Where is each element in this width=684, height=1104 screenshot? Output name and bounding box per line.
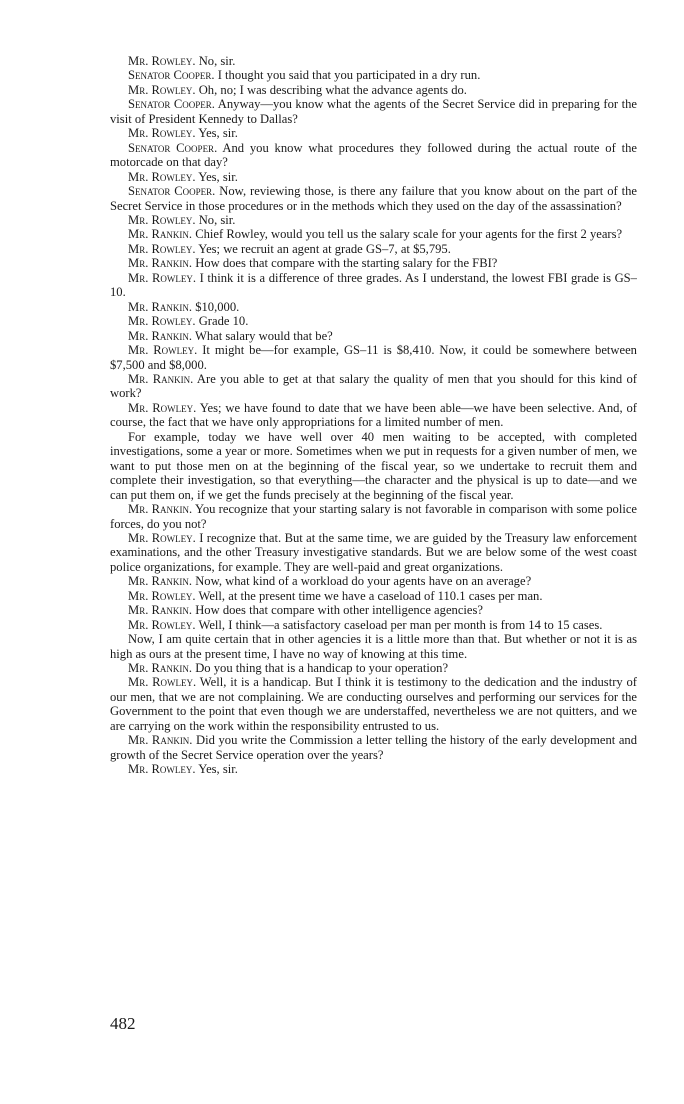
paragraph-text: And you know what procedures they followed during the actual route of the motorcade on that day? (110, 140, 637, 170)
testimony-paragraph (110, 184, 637, 213)
paragraph-text: Well, I think—a satisfactory caseload per man per month is from 14 to 15 cases. (198, 617, 603, 632)
speaker-name: Mr. Rowley. (128, 270, 196, 285)
speaker-name: Mr. Rankin. (128, 603, 193, 618)
speaker-name: Mr. Rowley. (128, 762, 196, 777)
speaker-name: Mr. Rowley. (128, 54, 196, 68)
testimony-paragraph (110, 170, 637, 184)
testimony-paragraph (110, 68, 637, 82)
paragraph-text: Now, I am quite certain that in other agencies it is a little more than that. But whether or not it is as high as ours at the present time, I have no way of knowing at this time. (110, 632, 637, 661)
testimony-paragraph (110, 675, 637, 733)
speaker-name: Mr. Rankin. (128, 256, 193, 271)
testimony-paragraph (110, 372, 637, 401)
paragraph-text: Well, it is a handicap. But I think it is testimony to the dedication and the industry of our men, that we are not complaining. We are conducting ourselves and performing our services for the Government to the point that even though we are understaffed, nevertheless we are not quitters, and we are carrying on the work within the responsibility entrusted to us. (110, 675, 637, 733)
page-number: 482 (110, 1014, 136, 1033)
speaker-name: Mr. Rowley. (128, 241, 196, 256)
paragraph-text: Yes, sir. (198, 169, 238, 184)
speaker-name: Mr. Rankin. (128, 371, 194, 386)
paragraph-text: How does that compare with other intelligence agencies? (195, 603, 484, 618)
speaker-name: Mr. Rankin. (128, 502, 193, 517)
speaker-name: Mr. Rankin. (128, 227, 193, 242)
testimony-paragraph (110, 97, 637, 126)
speaker-name: Mr. Rowley. (128, 530, 196, 545)
testimony-paragraph (110, 661, 637, 675)
paragraph-text: Chief Rowley, would you tell us the salary scale for your agents for the first 2 years? (195, 227, 623, 242)
document-body (110, 54, 637, 777)
paragraph-text: No, sir. (198, 212, 236, 227)
speaker-name: Mr. Rowley. (128, 400, 197, 415)
speaker-name: Mr. Rowley. (128, 169, 196, 184)
speaker-name: Mr. Rowley. (128, 82, 196, 97)
testimony-paragraph (110, 531, 637, 574)
speaker-name: Mr. Rowley. (128, 343, 198, 358)
paragraph-text: Grade 10. (198, 314, 249, 329)
speaker-name: Senator Cooper. (128, 140, 218, 155)
testimony-paragraph (110, 430, 637, 502)
testimony-paragraph (110, 314, 637, 328)
paragraph-text: Do you thing that is a handicap to your operation? (195, 661, 449, 676)
speaker-name: Mr. Rowley. (128, 212, 196, 227)
paragraph-text: It might be—for example, GS–11 is $8,410. Now, it could be somewhere between $7,500 and $8,000. (110, 343, 637, 372)
paragraph-text: Yes; we recruit an agent at grade GS–7, at $5,795. (198, 241, 451, 256)
testimony-paragraph (110, 618, 637, 632)
testimony-paragraph (110, 762, 637, 776)
speaker-name: Senator Cooper. (128, 68, 215, 83)
testimony-paragraph (110, 54, 637, 68)
paragraph-text: What salary would that be? (194, 328, 333, 343)
speaker-name: Mr. Rowley. (128, 617, 196, 632)
testimony-paragraph (110, 141, 637, 170)
paragraph-text: You recognize that your starting salary is not favorable in comparison with some police forces, do you not? (110, 502, 638, 531)
paragraph-text: Now, reviewing those, is there any failure that you know about on the part of the Secret Service in those procedures or in the methods which they used on the day of the assassination? (110, 184, 638, 213)
speaker-name: Mr. Rowley. (128, 675, 197, 690)
testimony-paragraph (110, 733, 637, 762)
paragraph-text: Yes; we have found to date that we have been able—we have been selective. And, of course, the fact that we have only appropriations for a limited number of men. (110, 400, 637, 430)
testimony-paragraph (110, 271, 637, 300)
paragraph-text: Did you write the Commission a letter telling the history of the early development and growth of the Secret Service operation over the years? (110, 733, 637, 762)
paragraph-text: $10,000. (195, 299, 240, 314)
testimony-paragraph (110, 574, 637, 588)
paragraph-text: Yes, sir. (198, 762, 238, 777)
speaker-name: Mr. Rankin. (128, 574, 193, 589)
testimony-paragraph (110, 343, 637, 372)
testimony-paragraph (110, 603, 637, 617)
testimony-paragraph (110, 589, 637, 603)
speaker-name: Mr. Rankin. (128, 661, 193, 676)
testimony-paragraph (110, 213, 637, 227)
paragraph-text: Are you able to get at that salary the quality of men that you should for this kind of work? (110, 371, 637, 401)
testimony-paragraph (110, 242, 637, 256)
paragraph-text: Oh, no; I was describing what the advance agents do. (198, 82, 467, 97)
testimony-paragraph (110, 329, 637, 343)
speaker-name: Mr. Rankin. (128, 733, 193, 748)
testimony-paragraph (110, 502, 637, 531)
testimony-paragraph (110, 126, 637, 140)
testimony-paragraph (110, 632, 637, 661)
paragraph-text: I thought you said that you participated in a dry run. (217, 68, 481, 83)
testimony-paragraph (110, 227, 637, 241)
paragraph-text: For example, today we have well over 40 men waiting to be accepted, with completed investigations, some a year or more. Sometimes when we put in requests for a given number of men, we want to put those men on at the beginning of the fiscal year, so we undertake to recruit them and complete their investigation, so that everything—the character and the physical is up to date—and we can put them on, if we get the funds precisely at the beginning of the fiscal year. (110, 429, 637, 502)
testimony-paragraph (110, 300, 637, 314)
paragraph-text: How does that compare with the starting salary for the FBI? (195, 256, 498, 271)
paragraph-text: No, sir. (198, 54, 236, 68)
speaker-name: Mr. Rowley. (128, 588, 196, 603)
testimony-paragraph (110, 256, 637, 270)
paragraph-text: I recognize that. But at the same time, we are guided by the Treasury law enforcement examinations, and the other Treasury investigative standards. But we are below some of the west coast police organizations, for example. They are well-paid and great organizations. (110, 530, 637, 574)
paragraph-text: I think it is a difference of three grades. As I understand, the lowest FBI grade is GS–10. (110, 270, 637, 300)
testimony-paragraph (110, 83, 637, 97)
paragraph-text: Anyway—you know what the agents of the Secret Service did in preparing for the visit of President Kennedy to Dallas? (110, 97, 637, 126)
speaker-name: Mr. Rowley. (128, 126, 196, 141)
paragraph-text: Yes, sir. (198, 126, 238, 141)
speaker-name: Mr. Rankin. (128, 299, 193, 314)
paragraph-text: Now, what kind of a workload do your agents have on an average? (195, 574, 532, 589)
speaker-name: Mr. Rankin. (128, 328, 193, 343)
speaker-name: Senator Cooper. (128, 97, 215, 112)
testimony-paragraph (110, 401, 637, 430)
speaker-name: Mr. Rowley. (128, 314, 196, 329)
paragraph-text: Well, at the present time we have a caseload of 110.1 cases per man. (198, 588, 543, 603)
speaker-name: Senator Cooper. (128, 184, 216, 199)
